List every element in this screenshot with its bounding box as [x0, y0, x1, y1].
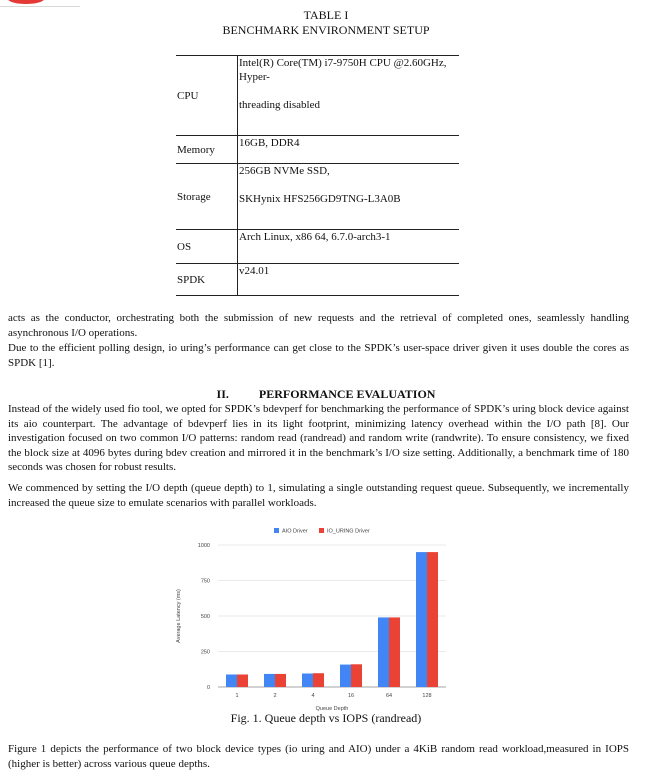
bar-io-uring: [275, 674, 286, 687]
bar-io-uring: [389, 617, 400, 687]
x-tick-label: 128: [422, 693, 432, 699]
body-paragraph: Due to the efficient polling design, io uring’s performance can get close to the SPDK’s user-space driver given it uses double the cores as SPDK [1].: [8, 342, 629, 369]
table-value-gap: [239, 84, 459, 98]
bar-io-uring: [237, 675, 248, 687]
bar-chart: [166, 519, 466, 711]
table-value: [238, 56, 460, 136]
table-row-os: [176, 230, 459, 264]
logo-mark: [8, 0, 44, 4]
x-tick-label: 4: [311, 693, 315, 699]
table-title: BENCHMARK ENVIRONMENT SETUP: [222, 23, 430, 37]
bar-aio: [416, 552, 427, 687]
table-row-memory: [176, 136, 459, 164]
table-row-spdk: [176, 264, 459, 296]
bar-io-uring: [427, 552, 438, 687]
table-value-line: Arch Linux, x86 64, 6.7.0-arch3-1: [239, 231, 391, 243]
body-paragraph: We commenced by setting the I/O depth (queue depth) to 1, simulating a single outstanding request queue. Subsequently, we incrementally increased the queue size to emulate scenarios with parallel workloads.: [8, 482, 629, 509]
figure-caption: Fig. 1. Queue depth vs IOPS (randread): [230, 711, 422, 725]
y-tick-label: 1000: [197, 543, 210, 549]
table-value-gap: [239, 178, 459, 192]
y-tick-label: 250: [200, 649, 210, 656]
bar-aio: [378, 617, 389, 687]
bar-aio: [226, 675, 237, 687]
y-tick-label: 750: [200, 578, 210, 585]
bar-io-uring: [351, 664, 362, 687]
body-paragraph: Figure 1 depicts the performance of two block device types (io uring and AIO) under a 4KiB random read workload,measured in IOPS (higher is better) across various queue depths.: [8, 743, 629, 770]
table-value-line: 16GB, DDR4: [239, 137, 300, 149]
table-value: [238, 230, 460, 264]
table-key: OS: [177, 240, 192, 253]
section-title: PERFORMANCE EVALUATION: [258, 387, 436, 401]
table-row-storage: [176, 164, 459, 230]
table-key: Memory: [177, 143, 215, 156]
table-value-line: threading disabled: [239, 99, 320, 111]
bar-aio: [264, 674, 275, 687]
table-number: TABLE I: [303, 8, 349, 22]
benchmark-table: [176, 55, 459, 296]
legend-swatch: [274, 528, 279, 533]
table-value-line: 256GB NVMe SSD,: [239, 165, 330, 177]
table-key: CPU: [177, 89, 199, 102]
table-value: [238, 136, 460, 164]
legend-label: AIO Driver: [282, 528, 308, 535]
x-tick-label: 16: [347, 693, 355, 699]
bar-io-uring: [313, 673, 324, 687]
legend-label: IO_URING Driver: [327, 528, 370, 535]
y-tick-label: 500: [200, 614, 210, 620]
section-heading: [0, 387, 652, 402]
legend-swatch: [319, 528, 324, 533]
table-value: [238, 264, 460, 296]
section-number: II.: [216, 387, 229, 401]
x-tick-label: 1: [235, 693, 239, 699]
table-key: Storage: [177, 190, 211, 203]
table-value-line: v24.01: [239, 265, 270, 277]
body-paragraph: acts as the conductor, orchestrating both the submission of new requests and the retrieval of completed ones, seamlessly handling asynchronous I/O operations.: [8, 312, 629, 339]
x-tick-label: 64: [385, 693, 393, 699]
body-paragraph: Instead of the widely used fio tool, we opted for SPDK’s bdevperf for benchmarking the performance of SPDK’s uring block device against its aio counterpart. The advantage of bdevperf lies in its light footprint, minimizing latency overhead within the I/O path [8]. Our investigation focused on two common I/O patterns: random read (randread) and random write (randwrite). To ensure consistency, we fixed the block size at 4096 bytes during bdev creation and mirrored it in the benchmark’s I/O size setting. Additionally, a benchmark time of 180 seconds was chosen for robust results.: [8, 403, 629, 473]
header-decoration: [0, 0, 80, 7]
bar-aio: [302, 674, 313, 687]
x-axis-label: Queue Depth: [315, 706, 349, 711]
table-row-cpu: [176, 56, 459, 136]
table-value: [238, 164, 460, 230]
table-key: SPDK: [177, 273, 206, 286]
table-value-line: SKHynix HFS256GD9TNG-L3A0B: [239, 193, 401, 205]
table-value-line: Intel(R) Core(TM) i7-9750H CPU @2.60GHz,: [239, 57, 447, 69]
y-axis-label: Average Latency (ms): [176, 589, 182, 643]
bar-aio: [340, 665, 351, 687]
chart-svg: [166, 519, 466, 711]
table-value-line: Hyper-: [239, 71, 270, 83]
x-tick-label: 2: [273, 693, 277, 699]
y-tick-label: 0: [206, 685, 210, 691]
